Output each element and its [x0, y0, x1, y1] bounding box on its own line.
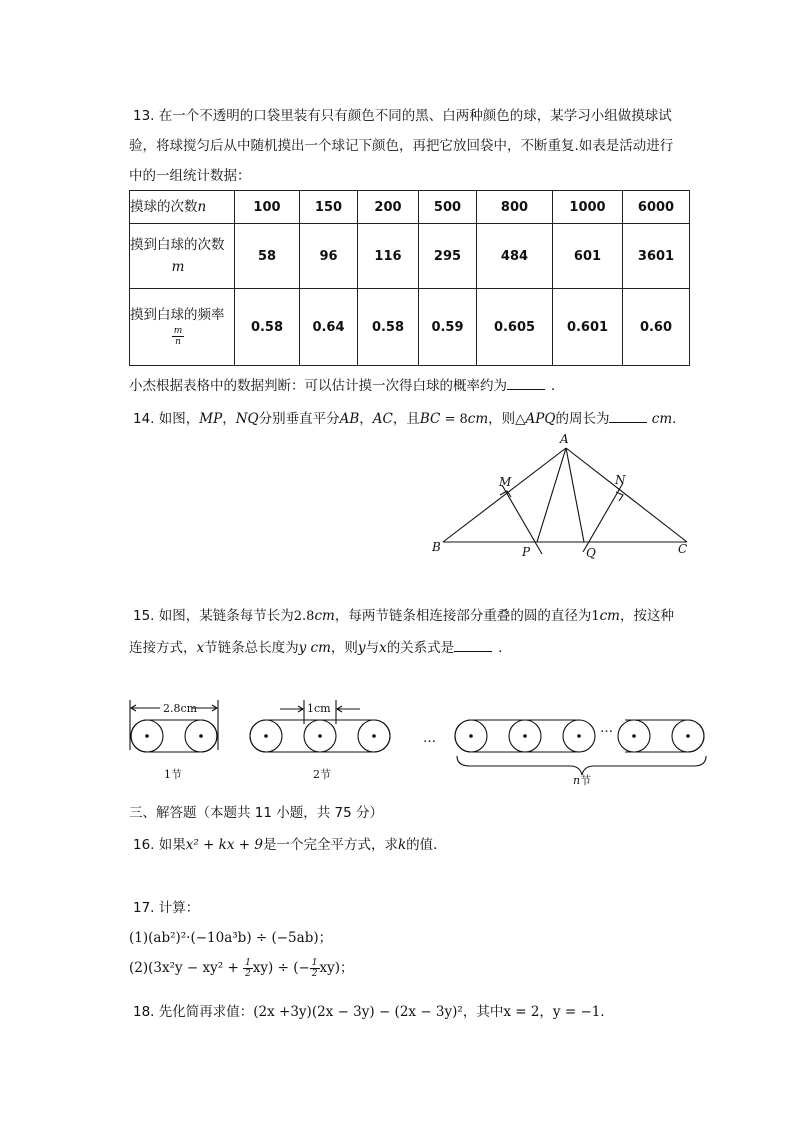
fraction-half: $\frac{1}{2}$	[245, 958, 251, 979]
table-cell: 6000	[623, 191, 690, 224]
fraction-m-over-n: $\frac{m}{n}$	[173, 325, 183, 347]
table-cell: 0.59	[419, 289, 477, 366]
q15-line2: 连接方式，x节链条总长度为y cm，则y与x的关系式是 ．	[129, 640, 512, 656]
label-m: M	[499, 475, 512, 489]
ellipsis: …	[423, 731, 436, 746]
chain-link	[131, 720, 217, 752]
q13-conclusion: 小杰根据表格中的数据判断：可以估计摸一次得白球的概率约为 ．	[129, 378, 565, 394]
table-cell: 3601	[623, 224, 690, 289]
q15-line1: 15. 如图，某链条每节长为2.8cm，每两节链条相连接部分重叠的圆的直径为1cm，按这种	[133, 608, 674, 624]
table-cell: 500	[419, 191, 477, 224]
ellipsis: …	[600, 721, 613, 736]
row-label-trials: 摸球的次数n	[130, 191, 235, 224]
row-label-white-frequency: 摸到白球的频率 $\frac{m}{n}$	[130, 289, 235, 366]
table-cell: 0.60	[623, 289, 690, 366]
q17-part1: (1)(ab²)²·(−10a³b) ÷ (−5ab)；	[129, 930, 333, 946]
table-cell: 0.58	[358, 289, 419, 366]
q14-text: 14. 如图，MP，NQ分别垂直平分AB，AC，且BC = 8cm，则△APQ的周长为 cm．	[133, 411, 686, 427]
answer-blank[interactable]	[454, 639, 492, 652]
label-p: P	[522, 545, 531, 559]
table-cell: 0.605	[477, 289, 553, 366]
row-label-white-count: 摸到白球的次数 m	[130, 224, 235, 289]
stats-table	[129, 190, 690, 366]
chain-figure	[120, 692, 720, 792]
table-cell: 484	[477, 224, 553, 289]
label-n: N	[615, 473, 626, 487]
dim-label-1cm: 1cm	[307, 702, 331, 715]
table-cell: 58	[235, 224, 300, 289]
table-cell: 601	[553, 224, 623, 289]
dim-label-2-8cm: 2.8cm	[163, 702, 198, 715]
caption-2-links: 2节	[313, 768, 331, 781]
q17-title: 17. 计算：	[133, 900, 200, 916]
table-cell: 0.601	[553, 289, 623, 366]
table-cell: 1000	[553, 191, 623, 224]
table-cell: 100	[235, 191, 300, 224]
triangle-figure	[420, 430, 710, 565]
segment-ac	[566, 448, 687, 542]
segment-ap	[537, 448, 566, 542]
label-b: B	[432, 540, 441, 554]
q18-text: 18. 先化简再求值：(2x +3y)(2x − 3y) − (2x − 3y)²，其中x = 2，y = −1．	[133, 1004, 614, 1020]
table-cell: 295	[419, 224, 477, 289]
table-cell: 0.58	[235, 289, 300, 366]
n-links-brace	[457, 756, 706, 775]
section-heading: 三、解答题（本题共 11 小题，共 75 分）	[129, 805, 384, 821]
label-c: C	[678, 542, 688, 556]
q16-text: 16. 如果x² + kx + 9是一个完全平方式，求k的值．	[133, 837, 447, 853]
table-cell: 200	[358, 191, 419, 224]
label-q: Q	[586, 546, 596, 560]
segment-ab	[443, 448, 566, 542]
caption-n-links: n节	[573, 774, 592, 787]
q17-part2: (2)(3x²y − xy² + $\frac{1}{2}$ xy) ÷ (− $\frac{1}{2}$ xy)；	[129, 958, 354, 979]
answer-blank[interactable]	[609, 410, 647, 423]
table-cell: 0.64	[300, 289, 358, 366]
q13-line2: 验，将球搅匀后从中随机摸出一个球记下颜色，再把它放回袋中，不断重复.如表是活动进行	[129, 138, 674, 154]
table-cell: 800	[477, 191, 553, 224]
table-cell: 150	[300, 191, 358, 224]
label-a: A	[560, 432, 569, 446]
q13-line1: 13. 在一个不透明的口袋里装有只有颜色不同的黑、白两种颜色的球，某学习小组做摸球试	[133, 108, 672, 124]
q13-line3: 中的一组统计数据：	[129, 168, 251, 184]
table-cell: 116	[358, 224, 419, 289]
segment-aq	[566, 448, 584, 542]
table-cell: 96	[300, 224, 358, 289]
answer-blank[interactable]	[507, 377, 545, 390]
fraction-half: $\frac{1}{2}$	[311, 958, 318, 979]
caption-1-link: 1节	[164, 768, 182, 781]
perp-bisector-mp	[502, 485, 542, 554]
